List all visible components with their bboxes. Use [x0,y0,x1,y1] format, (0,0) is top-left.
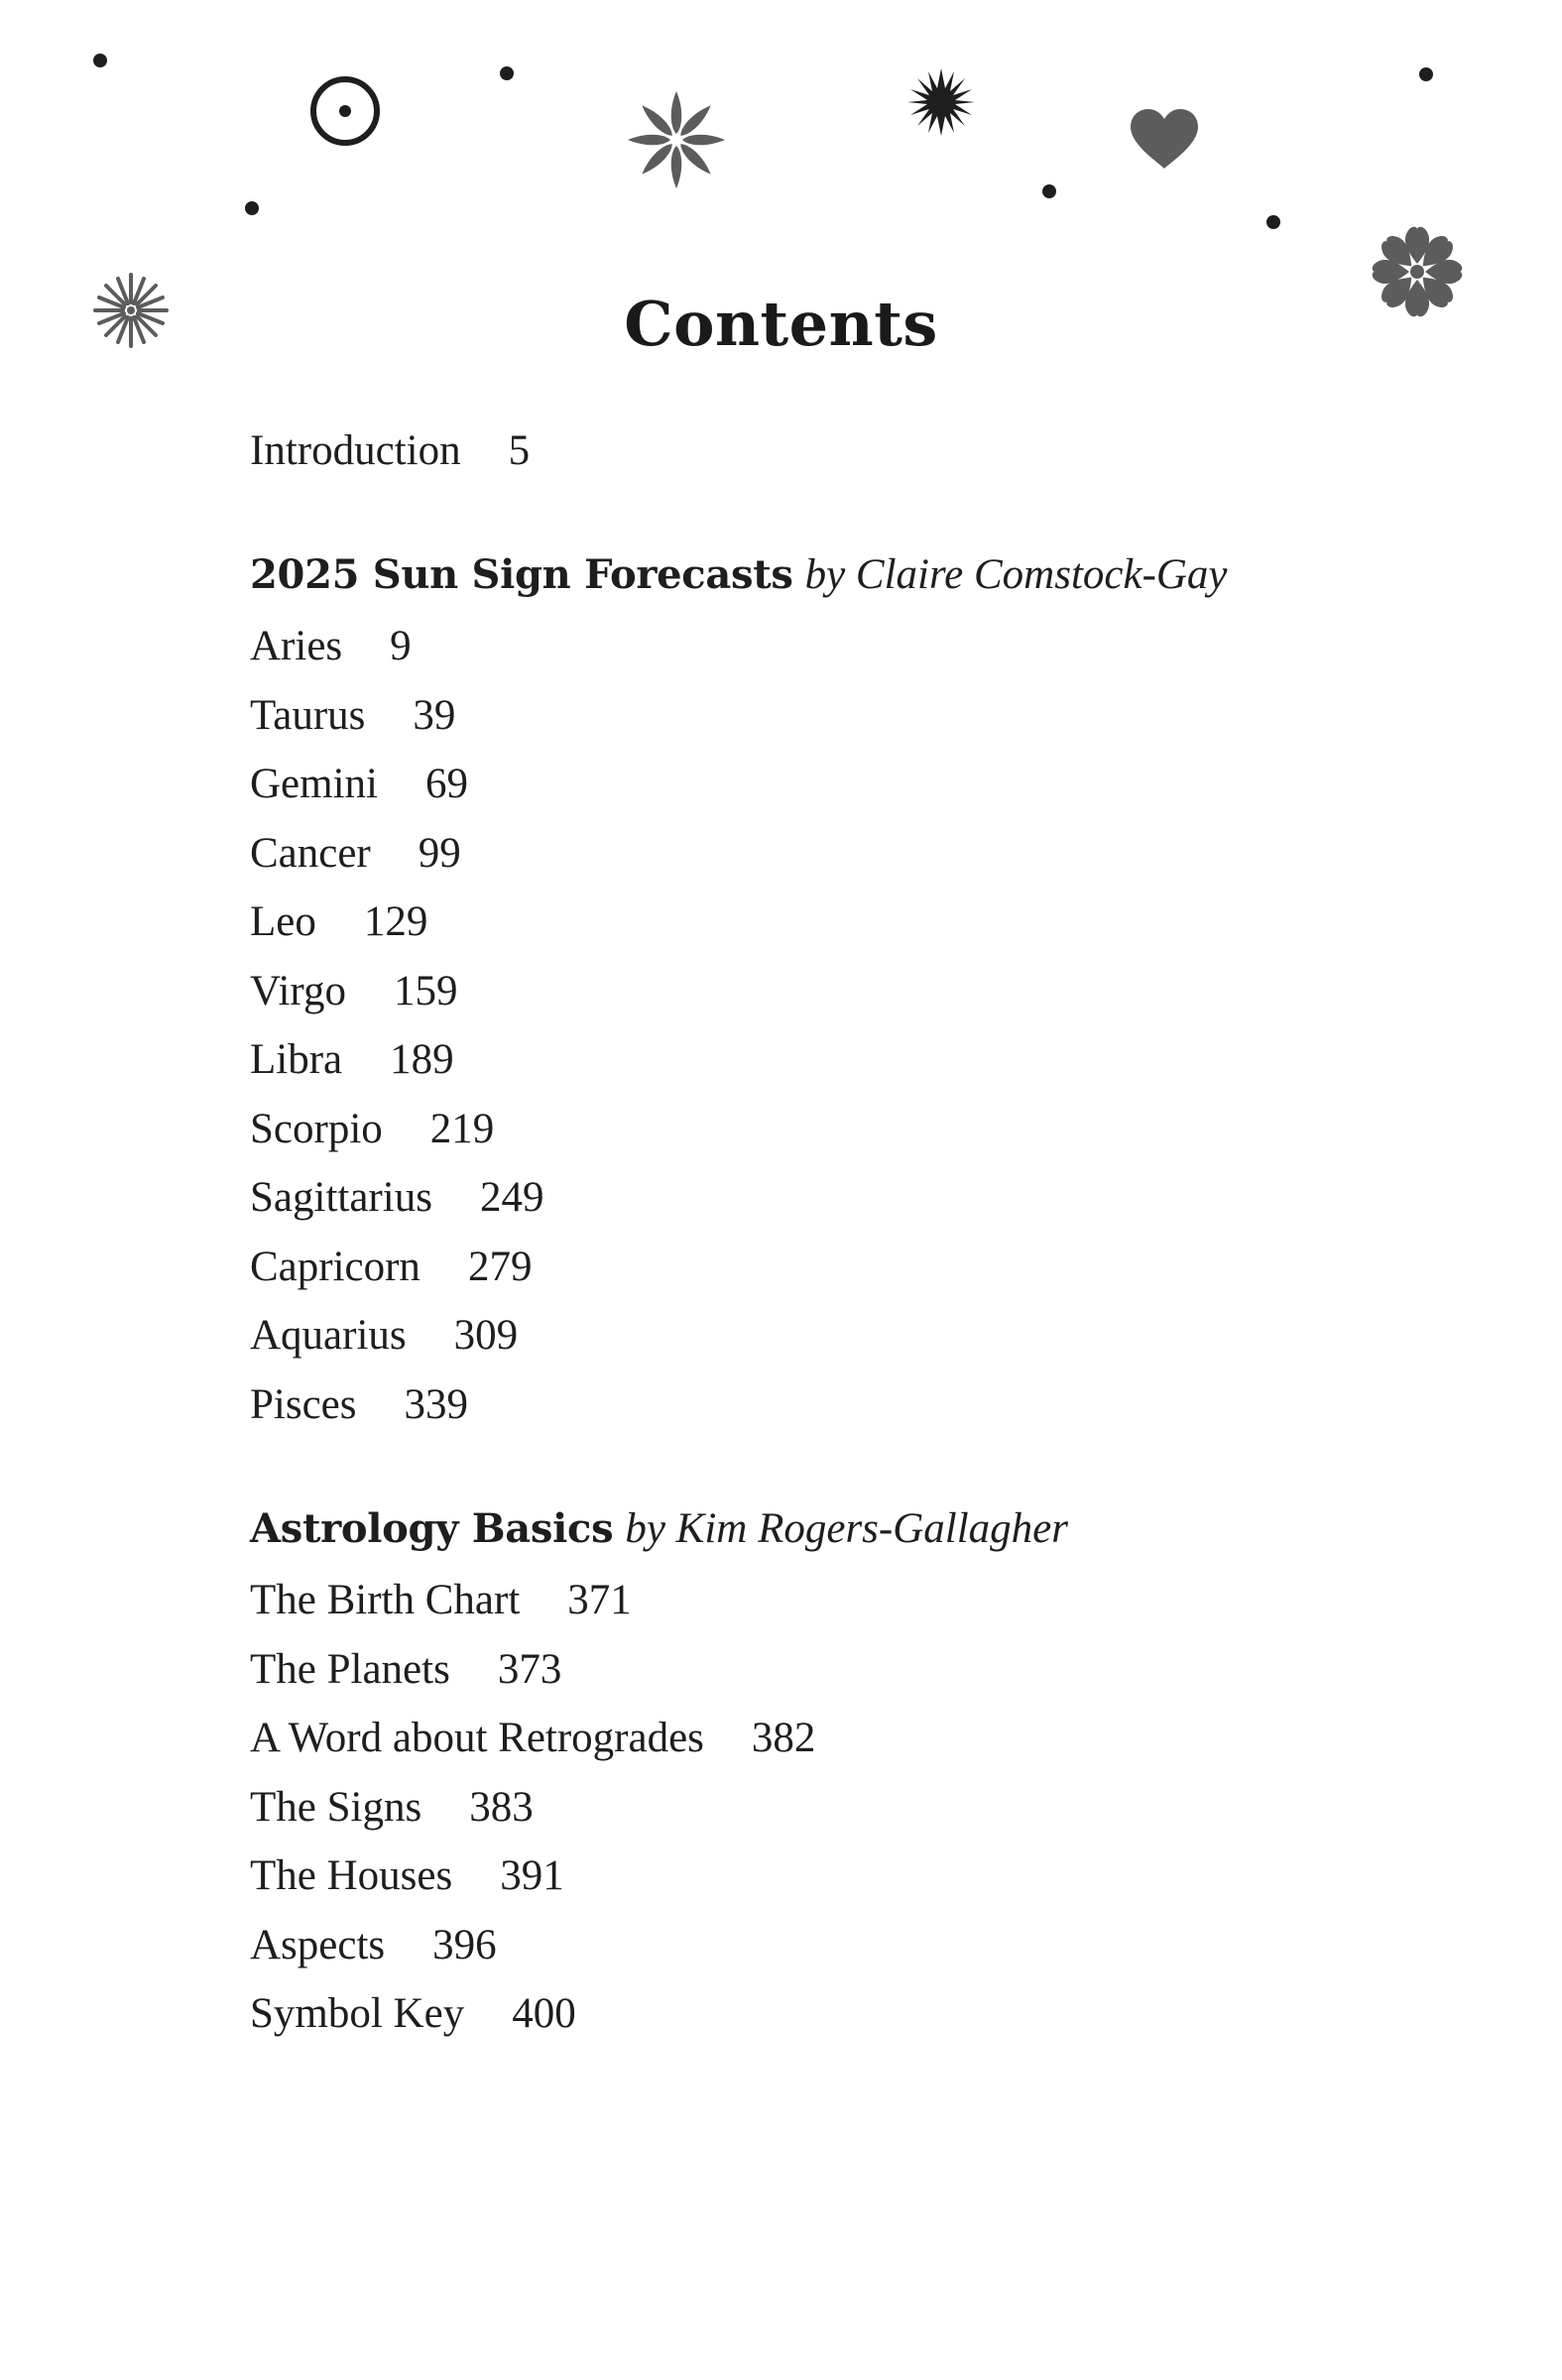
decor-dot [245,201,259,215]
toc-entry-label: Gemini [250,761,378,807]
toc-entry-label: The Planets [250,1645,450,1693]
toc-entry-label: Cancer [250,829,371,877]
toc-entry[interactable] [250,1566,1390,1635]
toc-entry-page: 5 [508,427,531,474]
decor-dot [1042,184,1056,198]
toc-entry-label: Introduction [250,427,461,474]
toc-entry[interactable] [250,1979,1390,2049]
toc-entry[interactable] [250,1095,1390,1164]
toc-entry-label: Virgo [250,967,346,1014]
toc-entry-label: Pisces [250,1380,357,1428]
toc-entry[interactable] [250,1704,1390,1773]
section-byline: by Kim Rogers-Gallagher [625,1505,1068,1552]
toc-entry[interactable] [250,750,1390,819]
toc-entry-page: 383 [469,1783,534,1831]
toc-entry[interactable] [250,957,1390,1026]
toc-entry-label: Aries [250,623,343,669]
toc-entry-page: 99 [418,829,461,877]
toc-entry-page: 371 [567,1577,632,1623]
toc-entry-page: 9 [390,623,412,669]
toc-entry-label: Sagittarius [250,1174,432,1221]
toc-entry-label: A Word about Retrogrades [250,1715,704,1761]
toc-entry[interactable] [250,612,1390,681]
toc-entry-page: 159 [393,967,458,1014]
toc-entry-page: 382 [751,1715,816,1761]
toc-entry-label: Scorpio [250,1105,383,1152]
section-title: Astrology Basics [250,1505,614,1552]
heart-icon [1129,107,1200,171]
toc-entry-introduction[interactable] [250,416,1390,485]
sun-symbol-icon [307,73,383,149]
toc-entry[interactable] [250,1635,1390,1705]
decor-dot [1419,67,1433,81]
section-byline: by Claire Comstock-Gay [804,551,1228,598]
eight-petal-star-icon [626,89,727,190]
toc-entry-page: 391 [500,1852,564,1899]
toc-entry-page: 373 [497,1645,562,1693]
toc-entry-page: 189 [390,1036,454,1083]
toc-entry[interactable] [250,888,1390,957]
section-heading-astrology-basics [250,1492,1390,1566]
toc-entry-label: The Houses [250,1852,453,1899]
toc-entry-label: Aspects [250,1921,386,1968]
toc-entry-label: Aquarius [250,1312,407,1359]
section-entries-astrology-basics [250,1566,1390,2049]
toc-entry-page: 339 [404,1380,468,1428]
toc-entry-page: 69 [424,761,468,807]
toc-entry-label: Libra [250,1036,343,1083]
toc-entry-page: 400 [512,1990,576,2037]
table-of-contents [250,416,1390,2049]
page-title: Contents [624,288,938,360]
toc-entry[interactable] [250,1773,1390,1843]
toc-entry[interactable] [250,819,1390,889]
section-heading-sun-sign-forecasts [250,538,1390,612]
toc-entry-label: Symbol Key [250,1990,465,2037]
decor-dot [93,54,107,67]
toc-entry-page: 249 [479,1174,544,1221]
toc-entry[interactable] [250,1842,1390,1911]
starburst-icon [905,66,977,138]
toc-entry-page: 129 [363,898,428,945]
toc-entry[interactable] [250,1911,1390,1980]
toc-entry[interactable] [250,1370,1390,1440]
toc-entry[interactable] [250,1025,1390,1095]
toc-entry-page: 309 [453,1312,519,1359]
toc-entry[interactable] [250,1301,1390,1370]
toc-entry-page: 219 [429,1105,495,1152]
section-title: 2025 Sun Sign Forecasts [250,551,793,598]
toc-entry-page: 396 [432,1921,497,1968]
toc-entry-page: 279 [467,1243,533,1290]
toc-entry-label: The Signs [250,1783,422,1831]
toc-entry-label: The Birth Chart [250,1577,521,1623]
toc-entry[interactable] [250,1163,1390,1233]
decor-dot [500,66,514,80]
toc-entry-page: 39 [413,691,456,739]
section-entries-sun-sign-forecasts [250,612,1390,1439]
decor-dot [1266,215,1280,229]
toc-entry[interactable] [250,1233,1390,1302]
toc-entry-label: Capricorn [250,1243,421,1290]
toc-entry-label: Leo [250,898,316,945]
toc-entry-label: Taurus [250,691,366,739]
toc-entry[interactable] [250,681,1390,751]
